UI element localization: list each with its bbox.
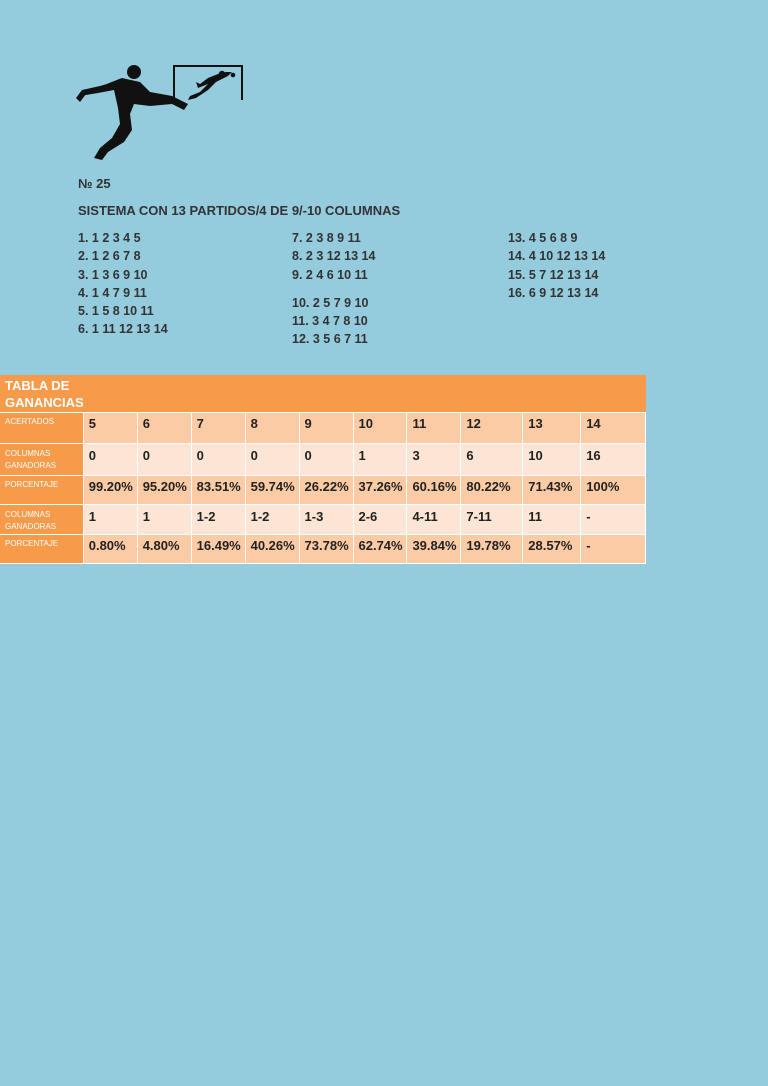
row-label: PORCENTAJE bbox=[0, 535, 83, 564]
table-title: TABLA DE GANANCIAS bbox=[0, 375, 646, 413]
table-cell: 83.51% bbox=[191, 476, 245, 505]
table-cell: 16 bbox=[581, 444, 646, 476]
list-item: 5. 1 5 8 10 11 bbox=[78, 304, 154, 319]
table-row bbox=[0, 505, 646, 535]
column-list-1 bbox=[78, 229, 168, 339]
table-cell: 19.78% bbox=[461, 535, 523, 564]
list-item: 14. 4 10 12 13 14 bbox=[508, 249, 606, 264]
system-title: SISTEMA CON 13 PARTIDOS/4 DE 9/-10 COLUMNAS bbox=[78, 203, 401, 218]
row-label: COLUMNAS GANADORAS bbox=[0, 444, 83, 476]
list-item: 2. 1 2 6 7 8 bbox=[78, 249, 141, 264]
column-list-2 bbox=[292, 229, 375, 349]
table-cell: 0 bbox=[299, 444, 353, 476]
winnings-table bbox=[0, 375, 646, 564]
table-cell: 4.80% bbox=[137, 535, 191, 564]
table-cell: 40.26% bbox=[245, 535, 299, 564]
table-cell: 73.78% bbox=[299, 535, 353, 564]
table-cell: 1-3 bbox=[299, 505, 353, 535]
table-cell: 13 bbox=[523, 413, 581, 444]
row-label: COLUMNAS GANADORAS bbox=[0, 505, 83, 535]
table-cell: 26.22% bbox=[299, 476, 353, 505]
table-cell: 0 bbox=[191, 444, 245, 476]
list-item: 15. 5 7 12 13 14 bbox=[508, 267, 599, 282]
table-cell: 37.26% bbox=[353, 476, 407, 505]
table-row bbox=[0, 413, 646, 444]
list-item: 7. 2 3 8 9 11 bbox=[292, 231, 361, 245]
table-cell: 16.49% bbox=[191, 535, 245, 564]
row-label: PORCENTAJE bbox=[0, 476, 83, 505]
table-cell: 6 bbox=[137, 413, 191, 444]
list-item: 9. 2 4 6 10 11 bbox=[292, 267, 368, 282]
table-cell: 59.74% bbox=[245, 476, 299, 505]
table-cell: 0.80% bbox=[83, 535, 137, 564]
table-cell: 0 bbox=[137, 444, 191, 476]
table-cell: 1-2 bbox=[245, 505, 299, 535]
table-cell: 14 bbox=[581, 413, 646, 444]
list-item: 13. 4 5 6 8 9 bbox=[508, 231, 578, 245]
table-cell: 95.20% bbox=[137, 476, 191, 505]
list-item: 4. 1 4 7 9 11 bbox=[78, 285, 147, 300]
table-cell: 10 bbox=[523, 444, 581, 476]
footballer-logo-icon bbox=[72, 62, 247, 166]
table-cell: 99.20% bbox=[83, 476, 137, 505]
table-cell: 1-2 bbox=[191, 505, 245, 535]
table-cell: 39.84% bbox=[407, 535, 461, 564]
table-cell: 71.43% bbox=[523, 476, 581, 505]
table-cell: 5 bbox=[83, 413, 137, 444]
table-row bbox=[0, 476, 646, 505]
list-item: 12. 3 5 6 7 11 bbox=[292, 332, 368, 347]
table-cell: 100% bbox=[581, 476, 646, 505]
list-item: 1. 1 2 3 4 5 bbox=[78, 231, 141, 245]
list-item: 16. 6 9 12 13 14 bbox=[508, 285, 599, 300]
list-item: 6. 1 11 12 13 14 bbox=[78, 322, 168, 337]
table-cell: 8 bbox=[245, 413, 299, 444]
table-row bbox=[0, 444, 646, 476]
system-number: № 25 bbox=[78, 176, 111, 191]
table-cell: 7 bbox=[191, 413, 245, 444]
table-row bbox=[0, 535, 646, 564]
table-cell: 62.74% bbox=[353, 535, 407, 564]
table-cell: 7-11 bbox=[461, 505, 523, 535]
table-cell: - bbox=[581, 535, 646, 564]
table-cell: 60.16% bbox=[407, 476, 461, 505]
table-cell: 0 bbox=[83, 444, 137, 476]
table-cell: 4-11 bbox=[407, 505, 461, 535]
table-cell: 11 bbox=[523, 505, 581, 535]
table-cell: 10 bbox=[353, 413, 407, 444]
table-cell: 12 bbox=[461, 413, 523, 444]
table-cell: 80.22% bbox=[461, 476, 523, 505]
table-cell: 0 bbox=[245, 444, 299, 476]
list-item: 10. 2 5 7 9 10 bbox=[292, 295, 369, 310]
table-cell: - bbox=[581, 505, 646, 535]
table-cell: 1 bbox=[353, 444, 407, 476]
table-cell: 11 bbox=[407, 413, 461, 444]
table-cell: 3 bbox=[407, 444, 461, 476]
row-label: ACERTADOS bbox=[0, 413, 83, 444]
table-cell: 6 bbox=[461, 444, 523, 476]
column-list-3 bbox=[508, 229, 605, 302]
table-cell: 9 bbox=[299, 413, 353, 444]
table-cell: 28.57% bbox=[523, 535, 581, 564]
table-cell: 1 bbox=[137, 505, 191, 535]
list-item: 3. 1 3 6 9 10 bbox=[78, 267, 148, 282]
list-item: 8. 2 3 12 13 14 bbox=[292, 249, 376, 264]
list-item: 11. 3 4 7 8 10 bbox=[292, 314, 368, 329]
table-cell: 2-6 bbox=[353, 505, 407, 535]
table-cell: 1 bbox=[83, 505, 137, 535]
